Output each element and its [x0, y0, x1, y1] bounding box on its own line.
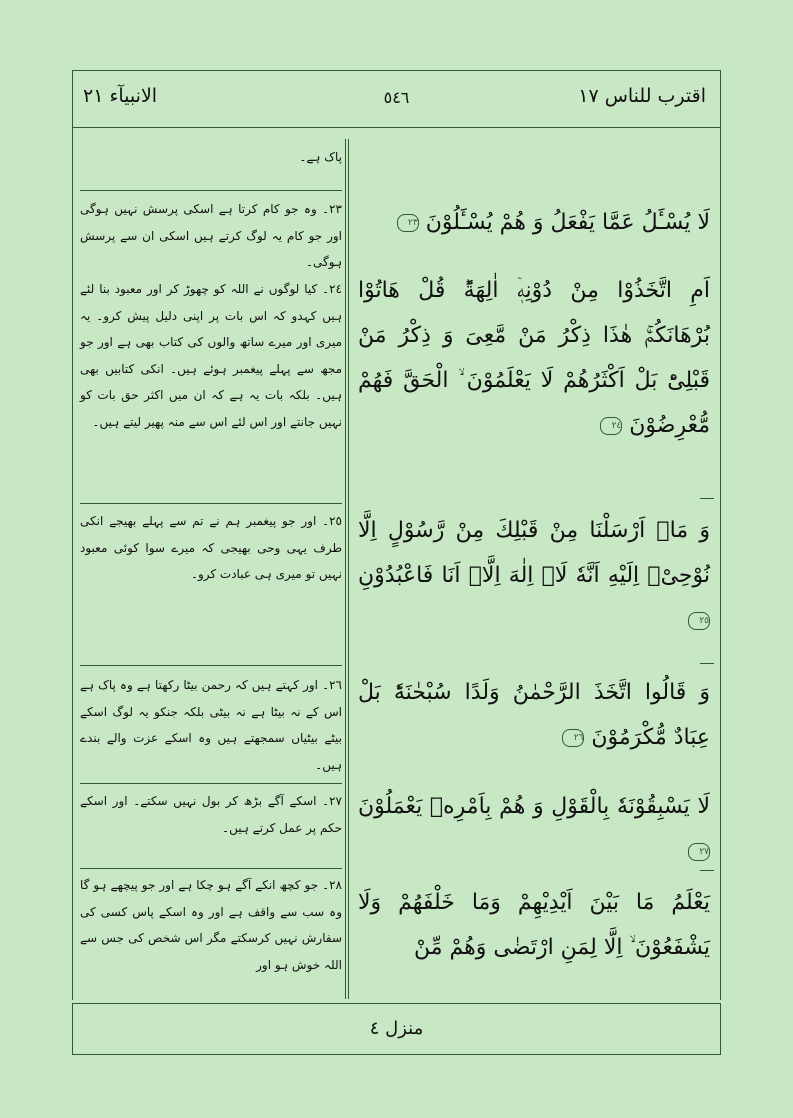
- ayah-23: [358, 200, 710, 245]
- manzil-label: منزل ٤: [369, 1018, 424, 1039]
- page-number: ٥٤٦: [383, 88, 410, 107]
- surah-title: الانبیآء ٢١: [83, 85, 158, 107]
- ayah-text: وَ قَالُوا اتَّخَذَ الرَّحْمٰنُ وَلَدًا سُبْحٰنَهٗؕ بَلْ عِبَادٌ مُّكْرَمُوْنَ: [358, 680, 710, 750]
- translation-28: ٢٨۔ جو کچھ انکے آگے ہو چکا ہے اور جو پیچھے ہو گا وہ سب سے واقف ہے اور وہ اسکے پاس کسی کی سفارش نہیں کرسکتے مگر اس شخص کی جس سے اللہ خوش ہو اور: [80, 878, 342, 972]
- ayah-28: [358, 880, 710, 970]
- column-divider: [345, 139, 346, 999]
- translation-27: ٢٧۔ اسکے آگے بڑھ کر بول نہیں سکتے۔ اور اسکے حکم پر عمل کرتے ہیں۔: [80, 794, 342, 835]
- separator: [80, 665, 342, 666]
- ayah-number-badge: ٢٣: [397, 214, 419, 232]
- ayah-number-badge: ٢٧: [688, 843, 710, 861]
- translation-25: ٢٥۔ اور جو پیغمبر ہم نے تم سے پہلے بھیجے انکی طرف یہی وحی بھیجی کہ میرے سوا کوئی معبود نہیں تو میری ہی عبادت کرو۔: [80, 514, 342, 581]
- translation-26: ٢٦۔ اور کہتے ہیں کہ رحمن بیٹا رکھتا ہے وہ پاک ہے اس کے نہ بیٹا ہے نہ بیٹی بلکہ جنکو یہ لوگ اسکے بیٹے بیٹیاں سمجھتے ہیں وہ اسکے عزت والے بندے ہیں۔: [80, 678, 342, 772]
- ayah-26: [358, 670, 710, 760]
- ayah-25: [358, 508, 710, 643]
- separator: [80, 783, 342, 784]
- page-header: [72, 70, 721, 128]
- ayah-text: لَا يُسْـَٔلُ عَمَّا يَفْعَلُ وَ هُمْ يُسْـَٔلُوْنَ: [425, 210, 710, 235]
- verse-tick: [700, 870, 714, 871]
- ayah-text: لَا یَسْبِقُوْنَهٗ بِالْقَوْلِ وَ هُمْ بِاَمْرِهٖ یَعْمَلُوْنَ: [358, 794, 710, 819]
- translation-prev: پاک ہے۔: [299, 150, 342, 164]
- juz-title: اقترب للناس ١٧: [578, 85, 706, 107]
- separator: [80, 868, 342, 869]
- separator: [80, 190, 342, 191]
- ayah-number-badge: ٢٦: [562, 729, 584, 747]
- ayah-number-badge: ٢٤: [600, 417, 622, 435]
- ayah-text: یَعْلَمُ مَا بَیْنَ اَیْدِیْهِمْ وَمَا خَلْفَهُمْ وَلَا یَشْفَعُوْنَ ۙ اِلَّا لِمَنِ ارْتَضٰی وَهُمْ مِّنْ: [358, 890, 710, 960]
- verse-tick: [700, 663, 714, 664]
- separator: [80, 503, 342, 504]
- ayah-number-badge: ٢٥: [688, 612, 710, 630]
- ayah-27: [358, 784, 710, 874]
- verse-tick: [700, 498, 714, 499]
- ayah-text: وَ مَاۤ اَرْسَلْنَا مِنْ قَبْلِكَ مِنْ رَّسُوْلٍ اِلَّا نُوْحِیْۤ اِلَیْهِ اَنَّهٗ لَاۤ اِلٰهَ اِلَّاۤ اَنَا فَاعْبُدُوْنِ: [358, 518, 710, 588]
- ayah-text: اَمِ اتَّخَذُوْا مِنْ دُوْنِهٖۤ اٰلِهَةًؕ قُلْ هَاتُوْا بُرْهَانَكُمْۚ هٰذَا ذِكْرُ مَنْ مَّعِیَ وَ ذِكْرُ مَنْ قَبْلِیْؕ بَلْ اَكْثَرُهُمْ لَا یَعْلَمُوْنَ ۙ الْحَقَّ فَهُمْ مُّعْرِضُوْنَ: [358, 278, 710, 438]
- translation-24: ٢٤۔ کیا لوگوں نے اللہ کو چھوڑ کر اور معبود بنا لئے ہیں کہدو کہ اس بات پر اپنی دلیل پیش کرو۔ یہ میری اور میرے ساتھ والوں کی کتاب بھی ہے اور جو مجھ سے پہلے پیغمبر ہوئے ہیں۔ انکی کتابیں بھی ہیں۔ بلکہ بات یہ ہے کہ ان میں اکثر حق بات کو نہیں جانتے اور اس لئے اس سے منہ پھیر لیتے ہیں۔: [80, 282, 342, 429]
- column-divider: [348, 139, 349, 999]
- page-footer: [72, 1003, 721, 1055]
- translation-23: ٢٣۔ وہ جو کام کرتا ہے اسکی پرسش نہیں ہوگی اور جو کام یہ لوگ کرتے ہیں اسکی ان سے پرسش ہوگی۔: [80, 202, 342, 269]
- ayah-24: [358, 268, 710, 448]
